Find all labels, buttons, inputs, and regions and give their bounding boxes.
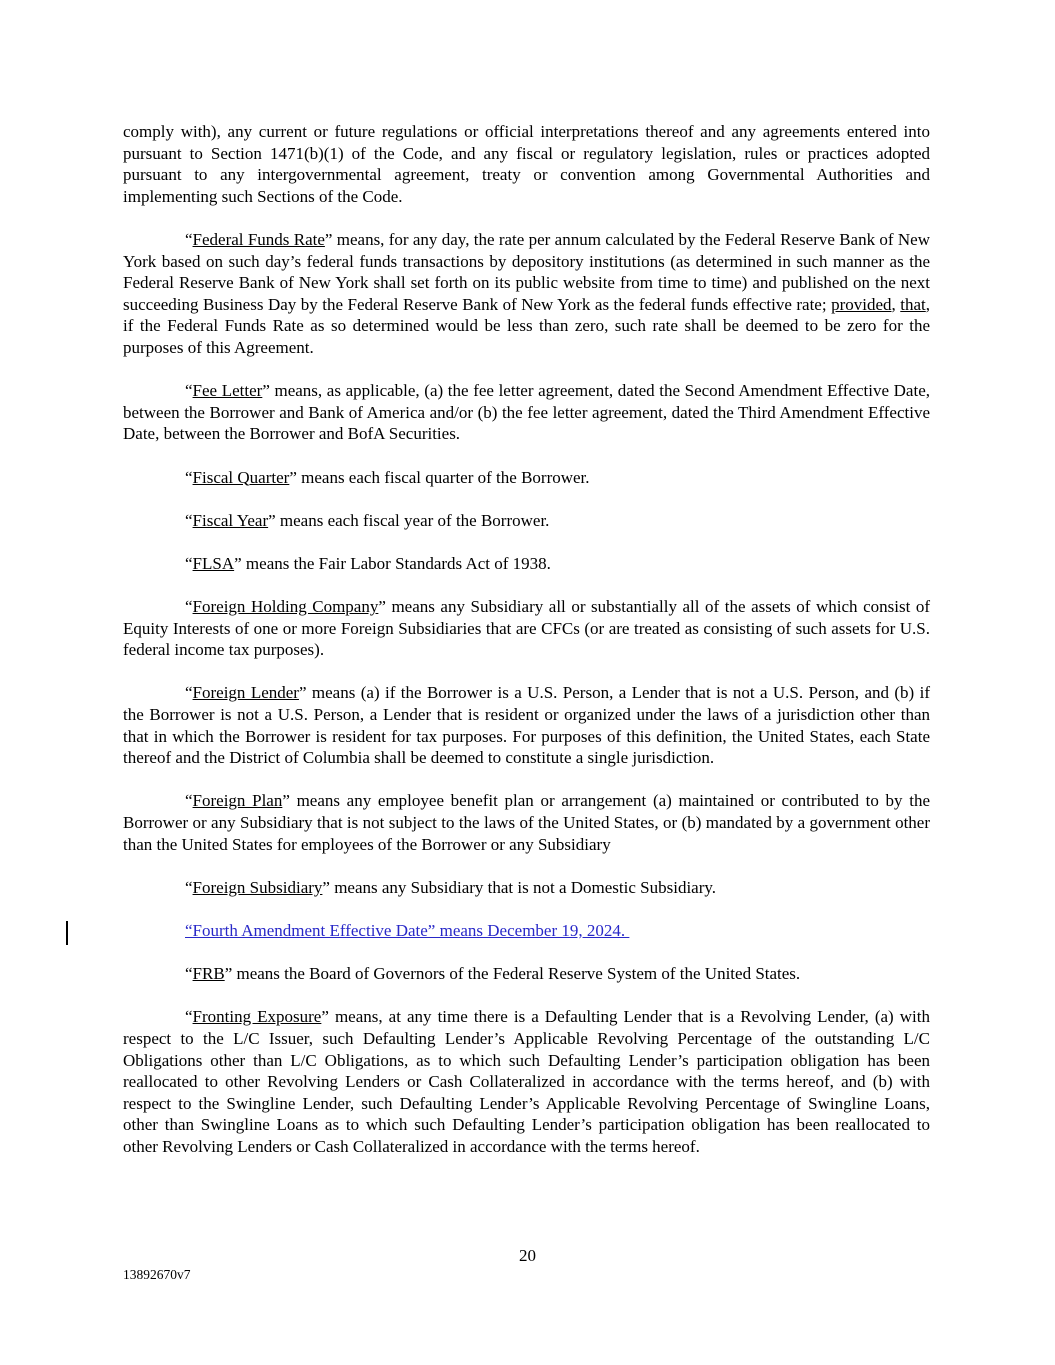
text-run: ” means each fiscal year of the Borrower. bbox=[268, 510, 550, 530]
definition-paragraph bbox=[123, 596, 930, 661]
text-run: “ bbox=[185, 381, 193, 401]
text-run: , bbox=[891, 294, 901, 314]
text-run: comply with), any current or future regulations or official interpretations thereof and any agreements entered into pursuant to Section 1471(b)(1) of the Code, and any fiscal or regulatory legislation, rules or practices adopted pursuant to any intergovernmental agreement, treaty or convention among Governmental Authorities and implementing such Sections of the Code. bbox=[123, 122, 930, 206]
definition-paragraph bbox=[123, 121, 930, 207]
definition-paragraph bbox=[123, 553, 930, 575]
definition-paragraph bbox=[123, 467, 930, 489]
definition-paragraph bbox=[123, 682, 930, 768]
definition-paragraph bbox=[123, 229, 930, 359]
definition-paragraph bbox=[123, 1006, 930, 1157]
text-run: ” means any employee benefit plan or arrangement (a) maintained or contributed to by the Borrower or any Subsidiary that is not subject to the laws of the United States, or (b) mandated by a government other than the United States for employees of the Borrower or any Subsidiary bbox=[123, 791, 931, 854]
text-run: ” means any Subsidiary all or substantially all of the assets of which consist of Equity Interests of one or more Foreign Subsidiaries that are CFCs (or are treated as consisting of such assets for U.S. federal income tax purposes). bbox=[123, 597, 930, 660]
text-run: “ bbox=[185, 877, 193, 897]
text-run: ” means the Fair Labor Standards Act of 1938. bbox=[234, 553, 551, 573]
text-run: ” means, at any time there is a Defaulting Lender that is a Revolving Lender, (a) with respect to the L/C Issuer, such Defaulting Lender’s Applicable Revolving Percentage of the outstanding L/C Obligations other than L/C Obligations, as to which such Defaulting Lender’s participation obligation has been reallocated to other Revolving Lenders or Cash Collateralized in accordance with the terms hereof, and (b) with respect to the Swingline Lender, such Defaulting Lender’s Applicable Revolving Percentage of Swingline Loans, other than Swingline Loans as to which such Defaulting Lender’s participation obligation has been reallocated to other Revolving Lenders or Cash Collateralized in accordance with the terms hereof. bbox=[123, 1007, 930, 1156]
document-body bbox=[123, 121, 930, 1158]
defined-term: “Fourth Amendment Effective Date” means December 19, 2024. bbox=[185, 920, 630, 940]
defined-term: Federal Funds Rate bbox=[192, 229, 325, 249]
text-run: “ bbox=[185, 229, 193, 249]
defined-term: Fee Letter bbox=[192, 381, 263, 401]
text-run: ” means, for any day, the rate per annum calculated by the Federal Reserve Bank of New York based on such day’s federal funds transactions by depository institutions (as determined in such manner as the Federal Reserve Bank of New York shall set forth on its public website from time to time) and published on the next succeeding Business Day by the Federal Reserve Bank of New York as the federal funds effective rate; bbox=[123, 229, 930, 314]
page-number: 20 bbox=[519, 1246, 536, 1265]
definition-paragraph bbox=[123, 877, 930, 899]
inserted-definition-paragraph bbox=[123, 920, 930, 942]
text-run: “ bbox=[185, 467, 193, 487]
text-run: , if the Federal Funds Rate as so determined would be less than zero, such rate shall be deemed to be zero for the purposes of this Agreement. bbox=[123, 294, 931, 357]
defined-term: Foreign Lender bbox=[192, 683, 299, 703]
defined-term: provided bbox=[831, 294, 892, 314]
text-run: ” means the Board of Governors of the Federal Reserve System of the United States. bbox=[224, 964, 801, 984]
text-run: “ bbox=[185, 791, 193, 811]
text-run: “ bbox=[185, 510, 193, 530]
defined-term: Foreign Holding Company bbox=[192, 597, 379, 617]
text-run: ” means, as applicable, (a) the fee letter agreement, dated the Second Amendment Effective Date, between the Borrower and Bank of America and/or (b) the fee letter agreement, dated the Third Amendment Effective Date, between the Borrower and BofA Securities. bbox=[123, 381, 930, 444]
document-id-footer: 13892670v7 bbox=[123, 1267, 191, 1282]
defined-term: Fiscal Year bbox=[192, 510, 269, 530]
defined-term: FRB bbox=[192, 964, 225, 984]
text-run: ” means each fiscal quarter of the Borrower. bbox=[289, 467, 590, 487]
text-run: “ bbox=[185, 683, 193, 703]
defined-term: Foreign Plan bbox=[192, 791, 283, 811]
definition-paragraph bbox=[123, 380, 930, 445]
change-bar bbox=[66, 921, 68, 945]
defined-term: FLSA bbox=[192, 553, 235, 573]
text-run: “ bbox=[185, 1007, 193, 1027]
text-run: ” means (a) if the Borrower is a U.S. Person, a Lender that is not a U.S. Person, and (b) if the Borrower is not a U.S. Person, a Lender that is resident or organized under the laws of a jurisdiction other than that in which the Borrower is resident for tax purposes. For purposes of this definition, the United States, each State thereof and the District of Columbia shall be deemed to constitute a single jurisdiction. bbox=[123, 683, 930, 768]
definition-paragraph bbox=[123, 510, 930, 532]
text-run: “ bbox=[185, 597, 193, 617]
defined-term: that bbox=[900, 294, 926, 314]
defined-term: Fiscal Quarter bbox=[192, 467, 290, 487]
definition-paragraph bbox=[123, 790, 930, 855]
text-run: “ bbox=[185, 553, 193, 573]
text-run: ” means any Subsidiary that is not a Domestic Subsidiary. bbox=[322, 877, 717, 897]
definition-paragraph bbox=[123, 963, 930, 985]
text-run: “ bbox=[185, 964, 193, 984]
defined-term: Foreign Subsidiary bbox=[192, 877, 323, 897]
defined-term: Fronting Exposure bbox=[192, 1007, 322, 1027]
